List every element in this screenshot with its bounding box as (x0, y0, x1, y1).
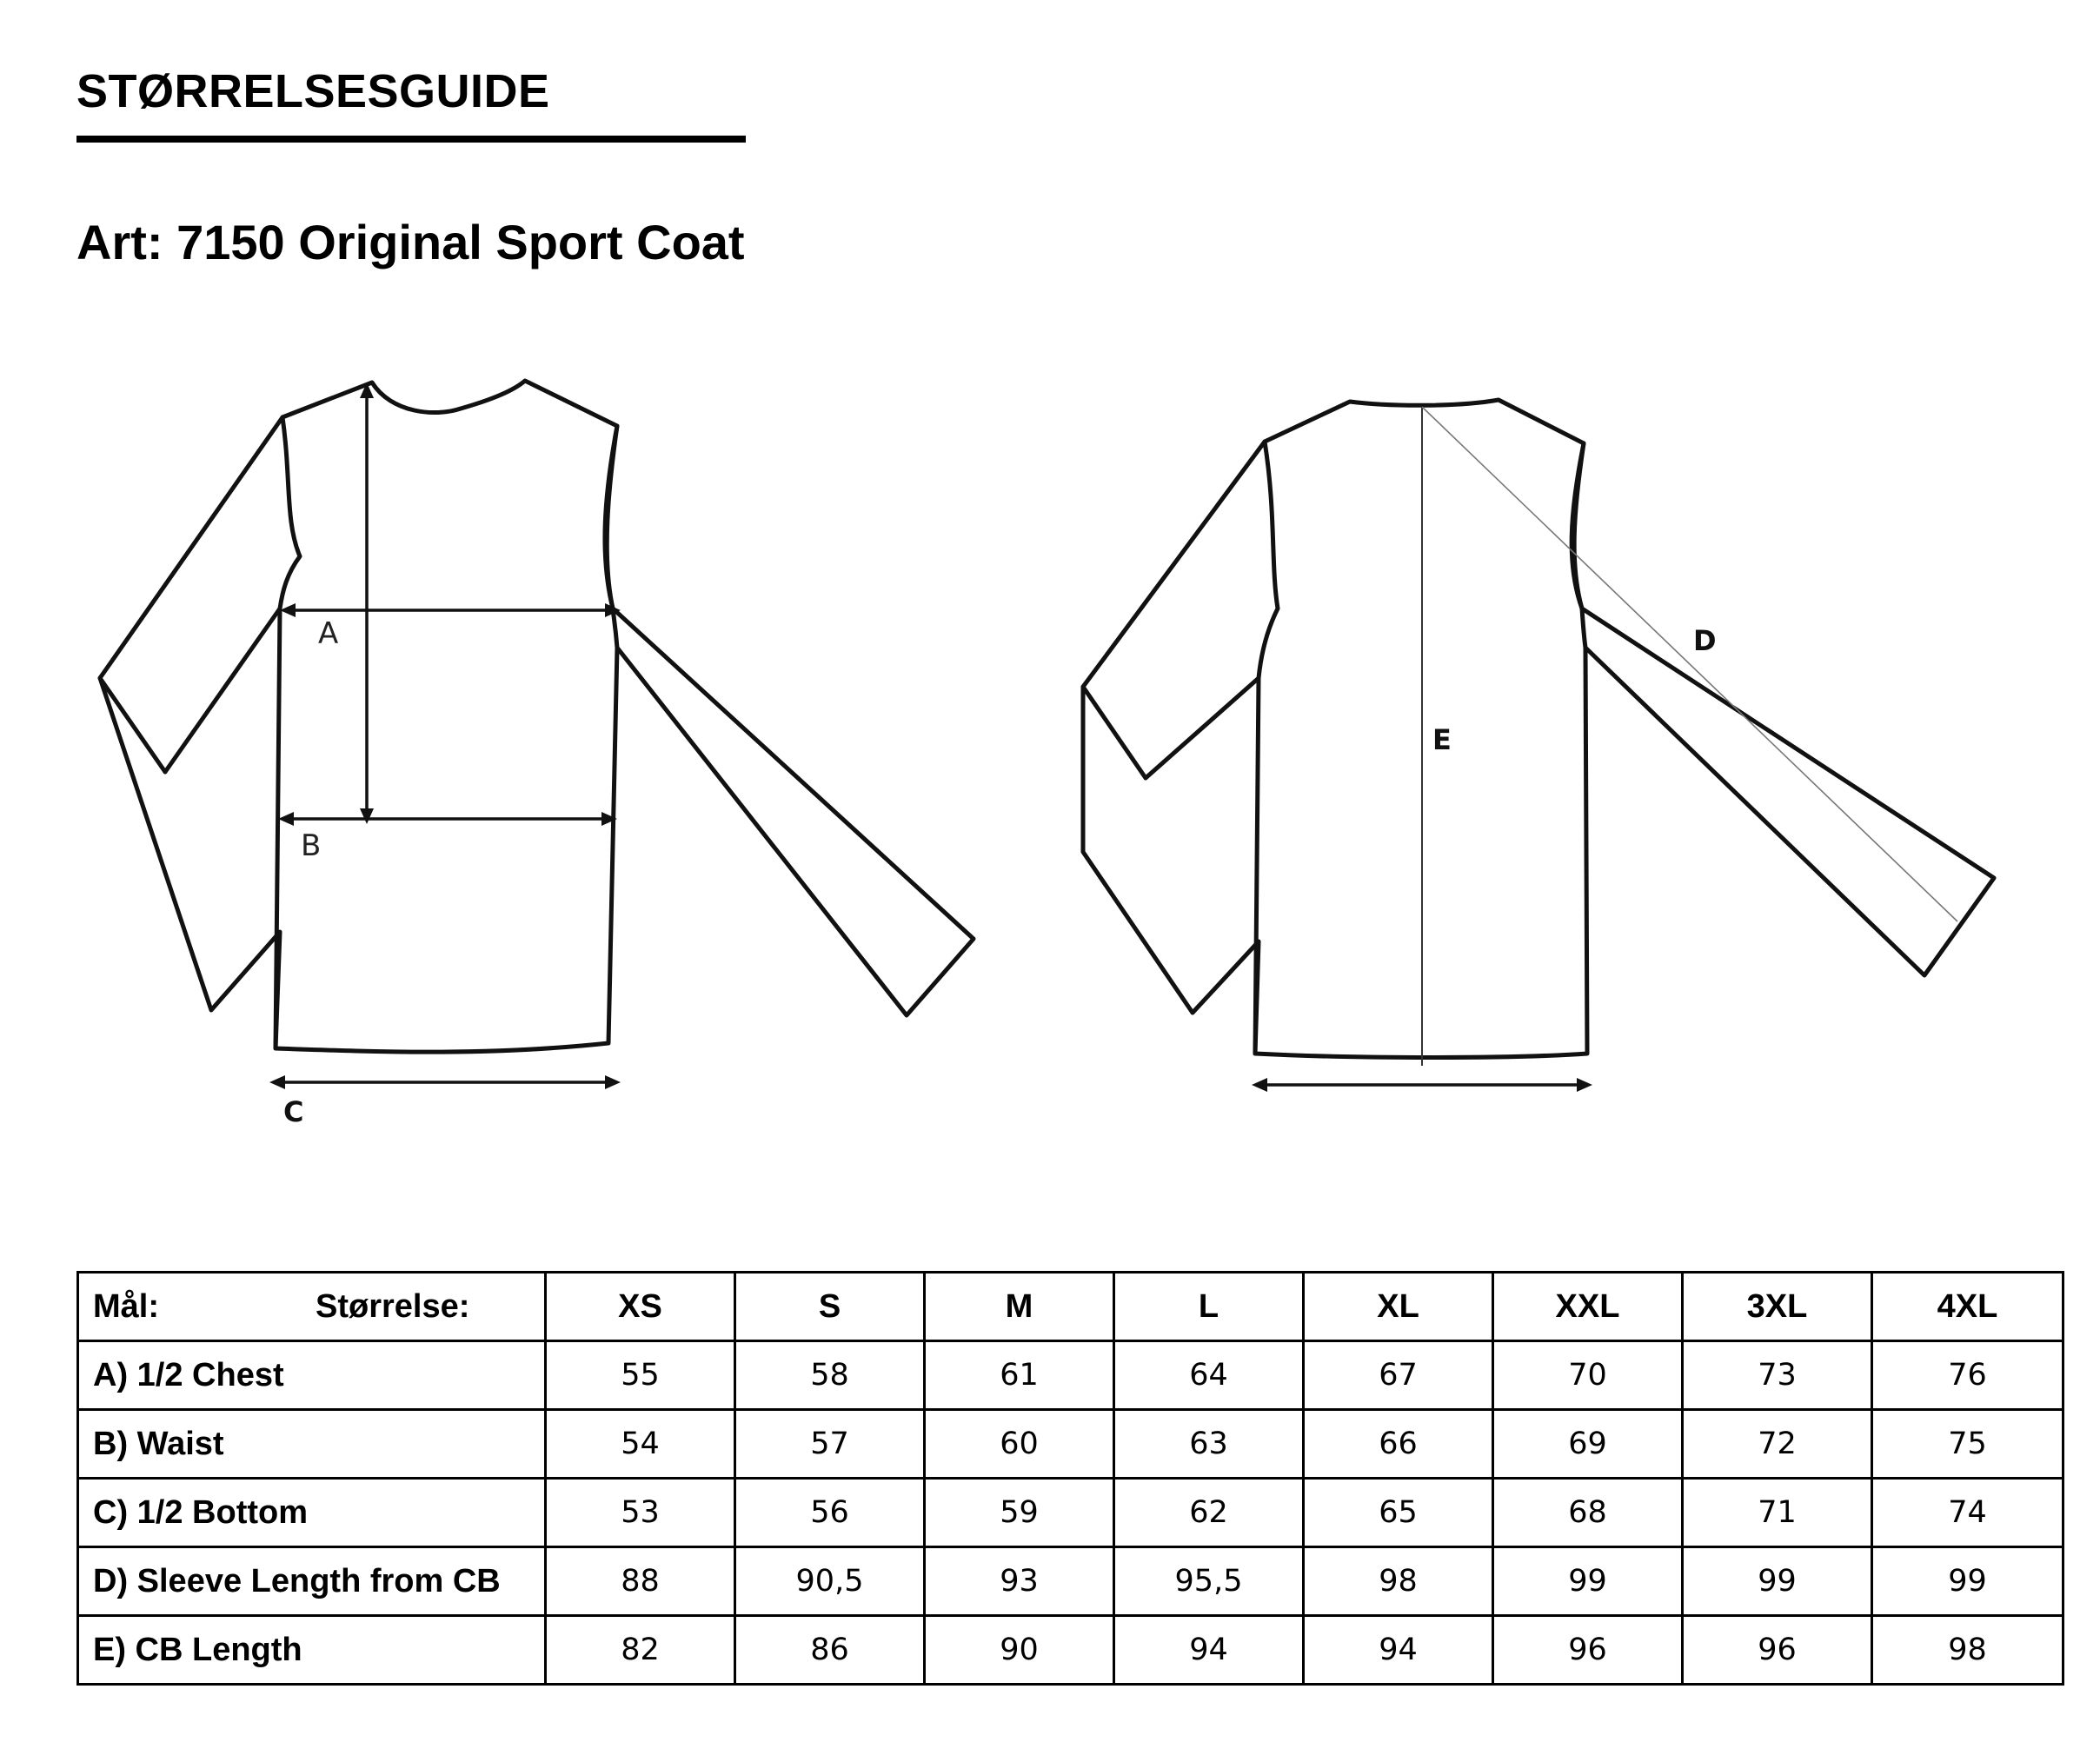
arrowhead-back-left (1252, 1078, 1267, 1092)
label-b: B (301, 828, 322, 863)
garment-sketch (0, 348, 2100, 1165)
size-col-xl: XL (1304, 1273, 1493, 1341)
size-table (76, 1271, 2064, 1686)
table-cell: 55 (546, 1341, 735, 1410)
size-col-l: L (1114, 1273, 1304, 1341)
label-d: D (1693, 624, 1717, 657)
table-cell: 82 (546, 1616, 735, 1685)
front-left-armhole (280, 417, 300, 608)
back-right-sleeve-edge (1582, 608, 1585, 648)
front-left-sleeve-inner (165, 608, 280, 772)
table-cell: 54 (546, 1410, 735, 1479)
label-c: C (283, 1095, 304, 1128)
table-cell: 62 (1114, 1479, 1304, 1547)
table-cell: 67 (1304, 1341, 1493, 1410)
row-label: A) 1/2 Chest (78, 1341, 546, 1410)
arrowhead-b-left (278, 812, 294, 826)
table-cell: 64 (1114, 1341, 1304, 1410)
table-cell: 58 (735, 1341, 925, 1410)
title-underline (76, 136, 746, 143)
back-left-sleeve-inner (1146, 678, 1259, 778)
label-a: A (318, 616, 339, 651)
size-col-xxl: XXL (1493, 1273, 1683, 1341)
size-col-s: S (735, 1273, 925, 1341)
table-cell: 71 (1683, 1479, 1872, 1547)
table-cell: 93 (925, 1547, 1114, 1616)
table-cell: 88 (546, 1547, 735, 1616)
article-title: Art: 7150 Original Sport Coat (76, 215, 745, 269)
row-label: C) 1/2 Bottom (78, 1479, 546, 1547)
arrowhead-c-left (269, 1075, 285, 1089)
table-row-sleeve (78, 1547, 2063, 1616)
table-cell: 68 (1493, 1479, 1683, 1547)
table-cell: 95,5 (1114, 1547, 1304, 1616)
front-view (100, 381, 974, 1128)
table-cell: 72 (1683, 1410, 1872, 1479)
table-cell: 53 (546, 1479, 735, 1547)
size-col-4xl: 4XL (1872, 1273, 2063, 1341)
table-cell: 90,5 (735, 1547, 925, 1616)
arrowhead-c-right (605, 1075, 621, 1089)
table-cell: 66 (1304, 1410, 1493, 1479)
table-cell: 99 (1683, 1547, 1872, 1616)
table-cell: 74 (1872, 1479, 2063, 1547)
table-cell: 96 (1683, 1616, 1872, 1685)
table-cell: 60 (925, 1410, 1114, 1479)
arrowhead-back-right (1577, 1078, 1592, 1092)
row-label: D) Sleeve Length from CB (78, 1547, 546, 1616)
garment-diagram (0, 348, 2100, 1165)
table-cell: 63 (1114, 1410, 1304, 1479)
label-e: E (1432, 723, 1452, 756)
row-label: B) Waist (78, 1410, 546, 1479)
table-row-cb-length (78, 1616, 2063, 1685)
table-cell: 96 (1493, 1616, 1683, 1685)
table-cell: 65 (1304, 1479, 1493, 1547)
table-row-chest (78, 1341, 2063, 1410)
table-cell: 99 (1872, 1547, 2063, 1616)
table-cell: 57 (735, 1410, 925, 1479)
front-outline (100, 381, 974, 1052)
front-left-cuff (100, 678, 165, 772)
arrowhead-center-bottom (360, 808, 374, 824)
guide-title: STØRRELSESGUIDE (76, 65, 550, 117)
table-header-row (78, 1273, 2063, 1341)
measure-header: Mål: (93, 1287, 159, 1325)
table-cell: 90 (925, 1616, 1114, 1685)
table-cell: 70 (1493, 1341, 1683, 1410)
back-left-cuff (1083, 687, 1146, 778)
back-left-armhole (1259, 442, 1278, 678)
table-cell: 76 (1872, 1341, 2063, 1410)
table-cell: 94 (1114, 1616, 1304, 1685)
table-cell: 99 (1493, 1547, 1683, 1616)
size-col-xs: XS (546, 1273, 735, 1341)
table-cell: 73 (1683, 1341, 1872, 1410)
table-corner-cell (78, 1273, 546, 1341)
size-col-3xl: 3XL (1683, 1273, 1872, 1341)
size-col-m: M (925, 1273, 1114, 1341)
row-label: E) CB Length (78, 1616, 546, 1685)
back-outline (1083, 400, 1994, 1058)
table-cell: 94 (1304, 1616, 1493, 1685)
size-header: Størrelse: (316, 1287, 470, 1325)
table-cell: 56 (735, 1479, 925, 1547)
back-view (1083, 400, 1994, 1092)
table-cell: 98 (1304, 1547, 1493, 1616)
table-cell: 86 (735, 1616, 925, 1685)
table-cell: 59 (925, 1479, 1114, 1547)
table-cell: 98 (1872, 1616, 2063, 1685)
table-row-waist (78, 1410, 2063, 1479)
measure-line-d (1422, 407, 1957, 921)
table-cell: 61 (925, 1341, 1114, 1410)
table-cell: 69 (1493, 1410, 1683, 1479)
table-row-bottom (78, 1479, 2063, 1547)
table-cell: 75 (1872, 1410, 2063, 1479)
